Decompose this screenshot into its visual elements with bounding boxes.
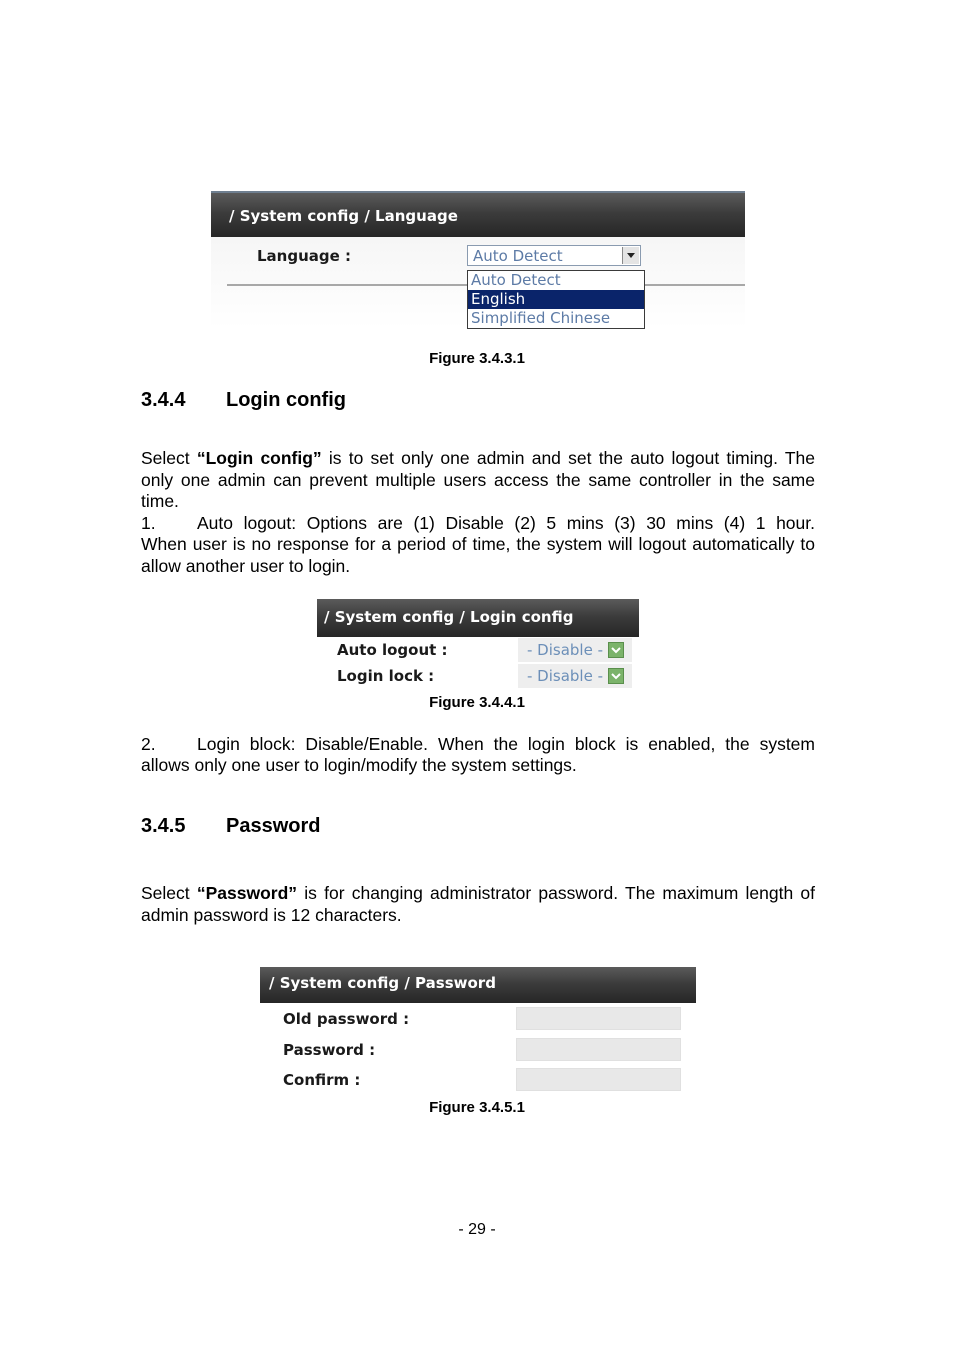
language-select-value: Auto Detect (473, 247, 563, 265)
login-config-paragraph (141, 448, 815, 513)
text: is to set only one admin and set the auto logout timing. The only one admin can prevent multiple users access the same controller in the same time. (141, 448, 815, 511)
language-select[interactable] (467, 245, 641, 266)
auto-logout-label: Auto logout : (337, 641, 448, 659)
auto-logout-select[interactable] (518, 638, 632, 662)
chevron-down-icon[interactable] (608, 668, 624, 684)
figure-caption: Figure 3.4.4.1 (429, 694, 525, 711)
section-title: Login config (226, 389, 346, 411)
option-simplified-chinese[interactable]: Simplified Chinese (471, 309, 611, 327)
chevron-down-icon[interactable] (622, 247, 639, 264)
password-label: Password : (283, 1041, 376, 1059)
language-label: Language : (257, 247, 352, 265)
language-dropdown-list (467, 270, 645, 329)
option-english[interactable]: English (468, 290, 644, 309)
text: Login block: Disable/Enable. When the login block is enabled, the system (197, 734, 815, 754)
list-number: 2. (141, 734, 156, 754)
password-panel-header: / System config / Password (260, 967, 696, 1003)
list-item-2-rest: allows only one user to login/modify the system settings. (141, 755, 577, 775)
text: Select (141, 448, 197, 468)
login-config-panel-header: / System config / Login config (317, 599, 639, 637)
section-heading-login-config (141, 389, 346, 412)
figure-caption: Figure 3.4.3.1 (429, 350, 525, 367)
auto-logout-value: - Disable - (527, 641, 604, 659)
bold-text: “Password” (196, 883, 298, 903)
list-item-1-rest: When user is no response for a period of time, the system will logout automatically to allow another user to login. (141, 534, 815, 576)
login-lock-select[interactable] (518, 664, 632, 688)
language-panel-header: / System config / Language (211, 191, 745, 237)
option-auto-detect[interactable]: Auto Detect (471, 271, 561, 289)
text: Select (141, 883, 197, 903)
password-paragraph (141, 883, 815, 926)
page-number: - 29 - (458, 1221, 496, 1238)
old-password-label: Old password : (283, 1010, 410, 1028)
bold-text: “Login config” (196, 448, 322, 468)
old-password-field[interactable] (516, 1007, 681, 1030)
list-number: 1. (141, 513, 156, 533)
chevron-down-icon[interactable] (608, 642, 624, 658)
text: Auto logout: Options are (1) Disable (2) 5 mins (3) 30 mins (4) 1 hour. (197, 513, 815, 533)
list-item-2-first-line (141, 734, 815, 756)
section-heading-password (141, 815, 320, 838)
section-title: Password (226, 815, 321, 837)
login-lock-value: - Disable - (527, 667, 604, 685)
section-number: 3.4.4 (141, 389, 186, 411)
figure-caption: Figure 3.4.5.1 (429, 1099, 525, 1116)
confirm-label: Confirm : (283, 1071, 361, 1089)
list-item-1-first-line (141, 513, 815, 535)
login-lock-label: Login lock : (337, 667, 435, 685)
password-field[interactable] (516, 1038, 681, 1061)
section-number: 3.4.5 (141, 815, 186, 837)
text: is for changing administrator password. The maximum length of admin password is 12 characters. (141, 883, 815, 925)
confirm-password-field[interactable] (516, 1068, 681, 1091)
